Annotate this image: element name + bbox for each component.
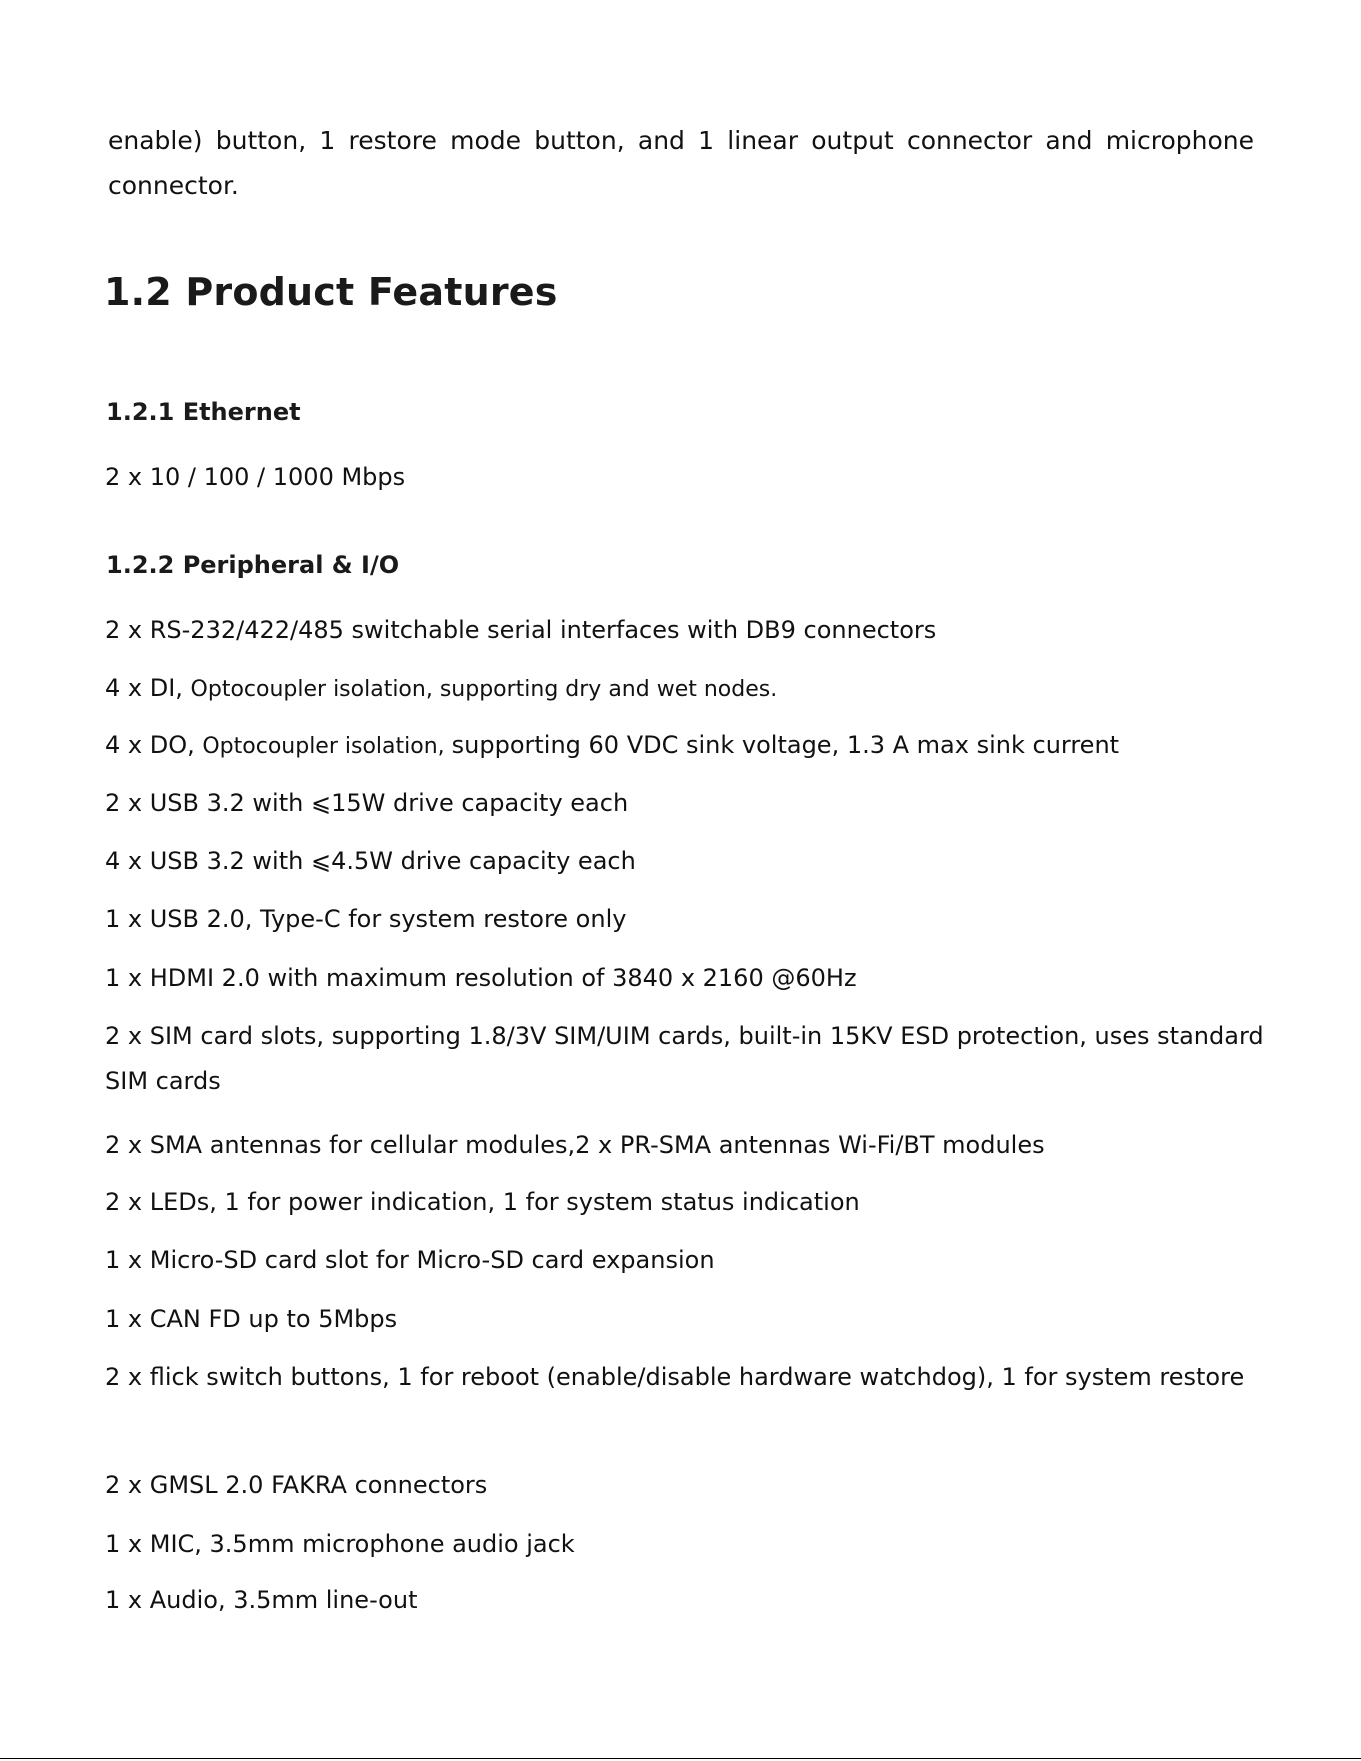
spec-can-fd: 1 x CAN FD up to 5Mbps [105,1305,398,1333]
spec-do-detail: supporting 60 VDC sink voltage, 1.3 A max sink current [451,731,1120,759]
spec-audio: 1 x Audio, 3.5mm line-out [105,1586,418,1614]
intro-paragraph: enable) button, 1 restore mode button, and 1 linear output connector and microphone connector. [108,126,1254,200]
page-bottom-border [0,1758,1361,1759]
spec-do-label: 4 x DO, [105,731,203,759]
spec-di-label: 4 x DI, [105,674,191,702]
peripheral-heading: 1.2.2 Peripheral & I/O [106,551,400,579]
spec-di-detail: Optocoupler isolation, supporting dry and wet nodes. [190,677,778,702]
ethernet-spec: 2 x 10 / 100 / 1000 Mbps [105,463,406,491]
spec-microsd: 1 x Micro-SD card slot for Micro-SD card expansion [105,1246,715,1274]
spec-serial: 2 x RS-232/422/485 switchable serial interfaces with DB9 connectors [105,616,937,644]
spec-digital-output [105,723,1265,769]
spec-sim: 2 x SIM card slots, supporting 1.8/3V SIM/UIM cards, built-in 15KV ESD protection, uses standard SIM cards [105,1022,1264,1095]
spec-gmsl: 2 x GMSL 2.0 FAKRA connectors [105,1471,488,1499]
spec-mic: 1 x MIC, 3.5mm microphone audio jack [105,1530,575,1558]
ethernet-heading: 1.2.1 Ethernet [106,398,301,426]
spec-hdmi: 1 x HDMI 2.0 with maximum resolution of 3840 x 2160 @60Hz [105,964,857,992]
spec-switch-buttons: 2 x flick switch buttons, 1 for reboot (enable/disable hardware watchdog), 1 for system restore [105,1363,1245,1391]
spec-do-isolation: Optocoupler isolation, [202,734,452,759]
section-title: 1.2 Product Features [104,270,558,314]
spec-leds: 2 x LEDs, 1 for power indication, 1 for system status indication [105,1188,860,1216]
spec-antennas: 2 x SMA antennas for cellular modules,2 x PR-SMA antennas Wi-Fi/BT modules [105,1131,1045,1159]
spec-usb-typec: 1 x USB 2.0, Type-C for system restore only [105,905,627,933]
spec-usb-4-5w: 4 x USB 3.2 with ⩽4.5W drive capacity each [105,847,636,875]
spec-digital-input [105,666,1265,712]
spec-usb-15w: 2 x USB 3.2 with ⩽15W drive capacity each [105,789,629,817]
